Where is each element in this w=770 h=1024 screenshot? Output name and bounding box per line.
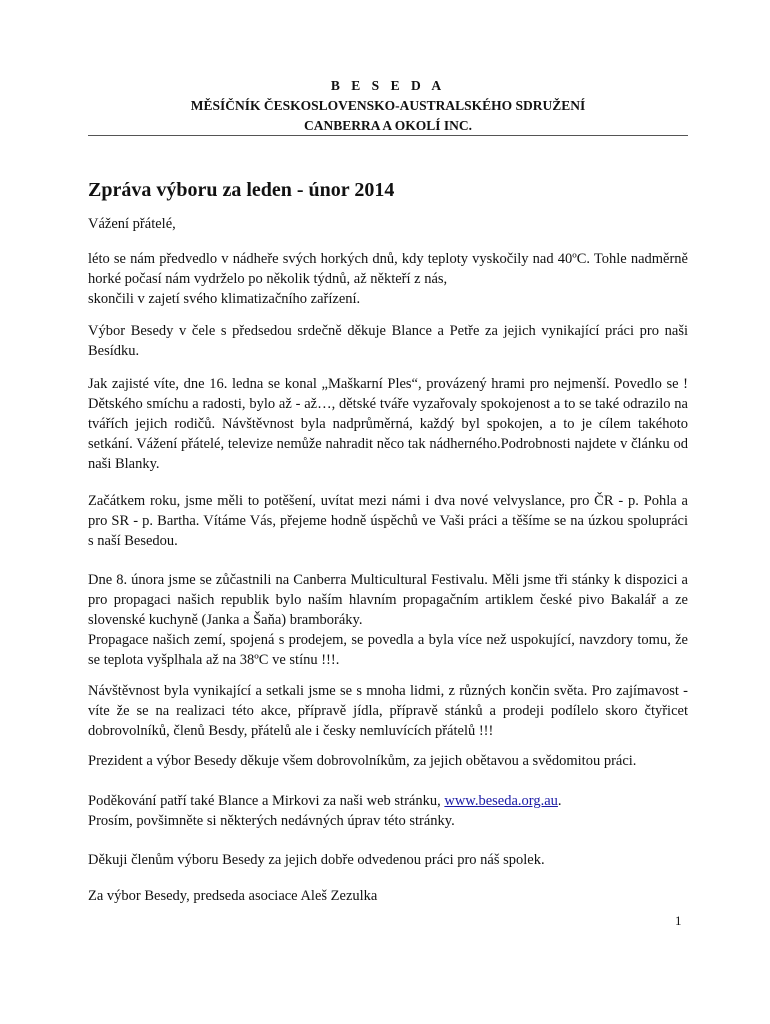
masthead [88, 76, 688, 136]
paragraph-text: Propagace našich zemí, spojená s prodejem, se povedla a byla více než uspokující, navzdory tomu, že se teplota vyšplhala až na 38ºC ve stínu !!!. [88, 632, 688, 668]
page-number: 1 [675, 913, 682, 928]
masthead-subtitle: MĚSÍČNÍK ČESKOSLOVENSKO-AUSTRALSKÉHO SDRUŽENÍ [190, 98, 586, 113]
greeting: Vážení přátelé, [88, 216, 176, 232]
paragraph-text: . [557, 793, 562, 809]
website-link[interactable]: www.beseda.org.au [444, 793, 558, 809]
paragraph-volunteers: Prezident a výbor Besedy děkuje všem dobrovolníkům, za jejich obětavou a svědomitou práci. [88, 753, 637, 769]
paragraph-text: léto se nám předvedlo v nádheře svých horkých dnů, kdy teploty vyskočily nad 40ºC. Tohle nadměrně horké počasí nám vydrželo po několik týdnů, až někteří z nás, [88, 251, 688, 287]
page-title: Zpráva výboru za leden - únor 2014 [88, 179, 395, 201]
paragraph-website [88, 791, 688, 831]
masthead-title: B E S E D A [330, 78, 446, 93]
paragraph-thanks: Výbor Besedy v čele s předsedou srdečně děkuje Blance a Petře za jejich vynikající práci pro naši Besídku. [88, 323, 688, 359]
masthead-location: CANBERRA A OKOLÍ INC. [303, 118, 473, 133]
header-divider [88, 135, 688, 136]
signature-line: Za výbor Besedy, predseda asociace Aleš Zezulka [88, 888, 378, 904]
paragraph-text: Prosím, povšimněte si některých nedávných úprav této stránky. [88, 813, 455, 829]
paragraph-attendance: Návštěvnost byla vynikající a setkali jsme se s mnoha lidmi, z různých končin světa. Pro zajímavost - víte že se na realizaci této akce, přípravě jídla, přípravě stánků a prodeji podílelo skoro čtyřicet dobrovolníků, členů Besdy, přátelů ale i česky nemluvících přátelů !!! [88, 683, 688, 739]
paragraph-committee: Děkuji členům výboru Besedy za jejich dobře odvedenou práci pro náš spolek. [88, 852, 545, 868]
paragraph-festival [88, 570, 688, 670]
paragraph-text: skončili v zajetí svého klimatizačního zařízení. [88, 291, 361, 307]
paragraph-summer [88, 249, 688, 309]
paragraph-text: Poděkování patří také Blance a Mirkovi za naši web stránku, [88, 793, 445, 809]
paragraph-masquerade-ball: Jak zajisté víte, dne 16. ledna se konal „Maškarní Ples“, provázený hrami pro nejmenší. Povedlo se ! Dětského smíchu a radosti, bylo až - až…, dětské tváře vyzařovaly spokojenost a to se také odrazilo na tvářích jejich rodičů. Návštěvnost byla nadprůměrná, každý byl spokojen, a to je cílem takéhoto setkání. Vážení přátelé, televize nemůže nahradit něco tak nádherného.Podrobnosti najdete v článku od naši Blanky. [88, 376, 688, 472]
paragraph-text: Dne 8. února jsme se zůčastnili na Canberra Multicultural Festivalu. Měli jsme tři stánky k dispozici a pro propagaci našich republik bylo naším hlavním propagačním artiklem české pivo Bakalář a ze slovenské kuchyně (Janka a Šaňa) bramboráky. [88, 572, 688, 628]
paragraph-ambassadors: Začátkem roku, jsme měli to potěšení, uvítat mezi námi i dva nové velvyslance, pro ČR - p. Pohla a pro SR - p. Bartha. Vítáme Vás, přejeme hodně úspěchů ve Vaši práci a těšíme se na úzkou spolupráci s naší Besedou. [88, 493, 688, 549]
